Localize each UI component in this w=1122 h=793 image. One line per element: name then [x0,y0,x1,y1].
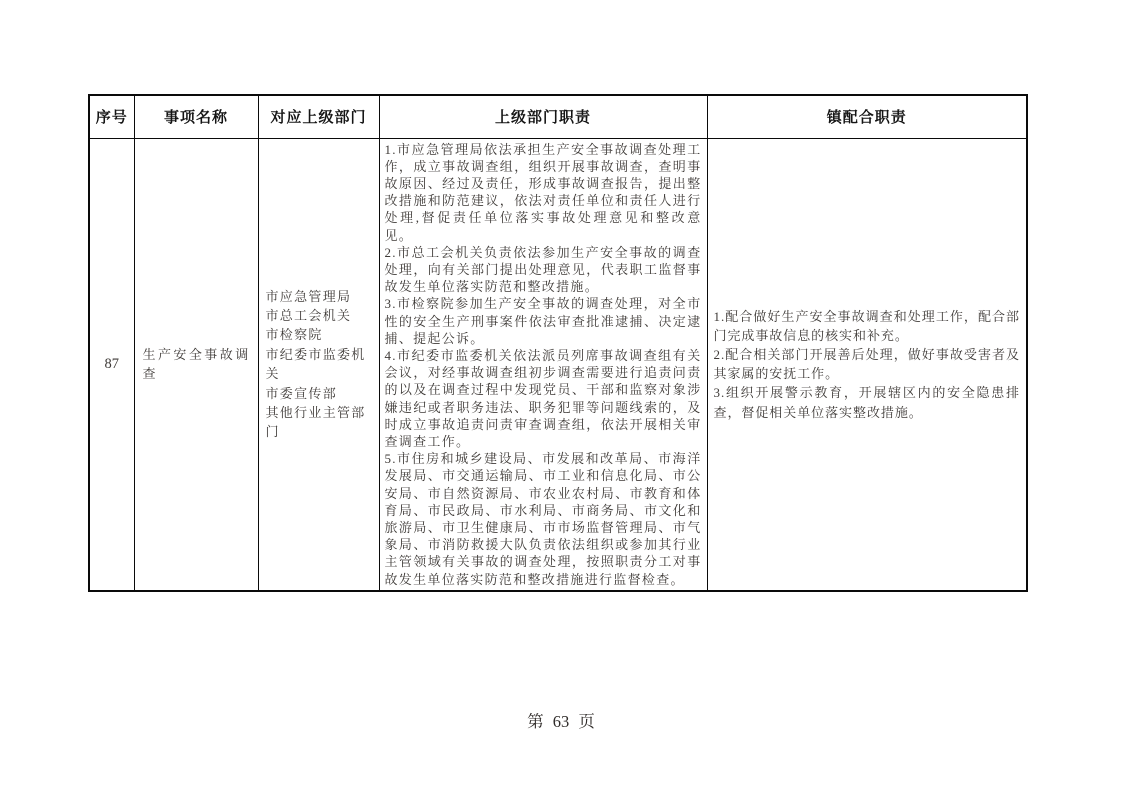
cell-seq-number: 87 [89,138,134,591]
town-duty-paragraph: 2.配合相关部门开展善后处理，做好事故受害者及其家属的安抚工作。 [713,346,1020,382]
superior-duty-paragraph: 4.市纪委市监委机关依法派员列席事故调查组有关会议，对经事故调查组初步调查需要进行追责问责的以及在调查过程中发现党员、干部和监察对象涉嫌违纪或者职务违法、职务犯罪等问题线索的，及时成立事故追责问责审查调查组，依法开展相关审查调查工作。 [384,347,702,449]
department-item: 市总工会机关 [265,307,352,323]
responsibilities-table [88,94,1028,592]
cell-town-duties [707,138,1027,591]
col-header-superior-duties: 上级部门职责 [379,95,707,138]
department-item: 其他行业主管部门 [265,404,366,440]
cell-item-name [134,138,258,591]
superior-duty-paragraph: 1.市应急管理局依法承担生产安全事故调查处理工作，成立事故调查组，组织开展事故调查，查明事故原因、经过及责任，形成事故调查报告，提出整改措施和防范建议，依法对责任单位和责任人进行处理,督促责任单位落实事故处理意见和整改意见。 [384,141,702,243]
col-header-item-name: 事项名称 [134,95,258,138]
table-header-row [89,95,1027,138]
department-item: 市检察院 [265,327,323,343]
department-item: 市应急管理局 [265,288,352,304]
col-header-town-duties: 镇配合职责 [707,95,1027,138]
department-item: 市纪委市监委机关 [265,346,366,382]
cell-superior-departments [258,138,379,591]
item-name-text: 生产安全事故调查 [142,346,250,382]
page-number: 第 63 页 [527,712,595,731]
col-header-superior-departments: 对应上级部门 [258,95,379,138]
town-duty-paragraph: 3.组织开展警示教育，开展辖区内的安全隐患排查，督促相关单位落实整改措施。 [713,385,1020,420]
department-item: 市委宣传部 [265,385,338,401]
superior-duty-paragraph: 3.市检察院参加生产安全事故的调查处理，对全市性的安全生产刑事案件依法审查批准逮捕、决定逮捕、提起公诉。 [384,296,702,346]
superior-duty-paragraph: 5.市住房和城乡建设局、市发展和改革局、市海洋发展局、市交通运输局、市工业和信息化局、市公安局、市自然资源局、市农业农村局、市教育和体育局、市民政局、市水利局、市商务局、市文化和旅游局、市卫生健康局、市市场监督管理局、市气象局、市消防救援大队负责依法组织或参加其行业主管领域有关事故的调查处理，按照职责分工对事故发生单位落实防范和整改措施进行监督检查。 [384,451,702,587]
town-duty-paragraph: 1.配合做好生产安全事故调查和处理工作，配合部门完成事故信息的核实和补充。 [713,308,1020,343]
table-row [89,138,1027,591]
cell-superior-duties [379,138,707,591]
col-header-seq: 序号 [89,95,134,138]
superior-duty-paragraph: 2.市总工会机关负责依法参加生产安全事故的调查处理，向有关部门提出处理意见，代表职工监督事故发生单位落实防范和整改措施。 [384,244,702,295]
